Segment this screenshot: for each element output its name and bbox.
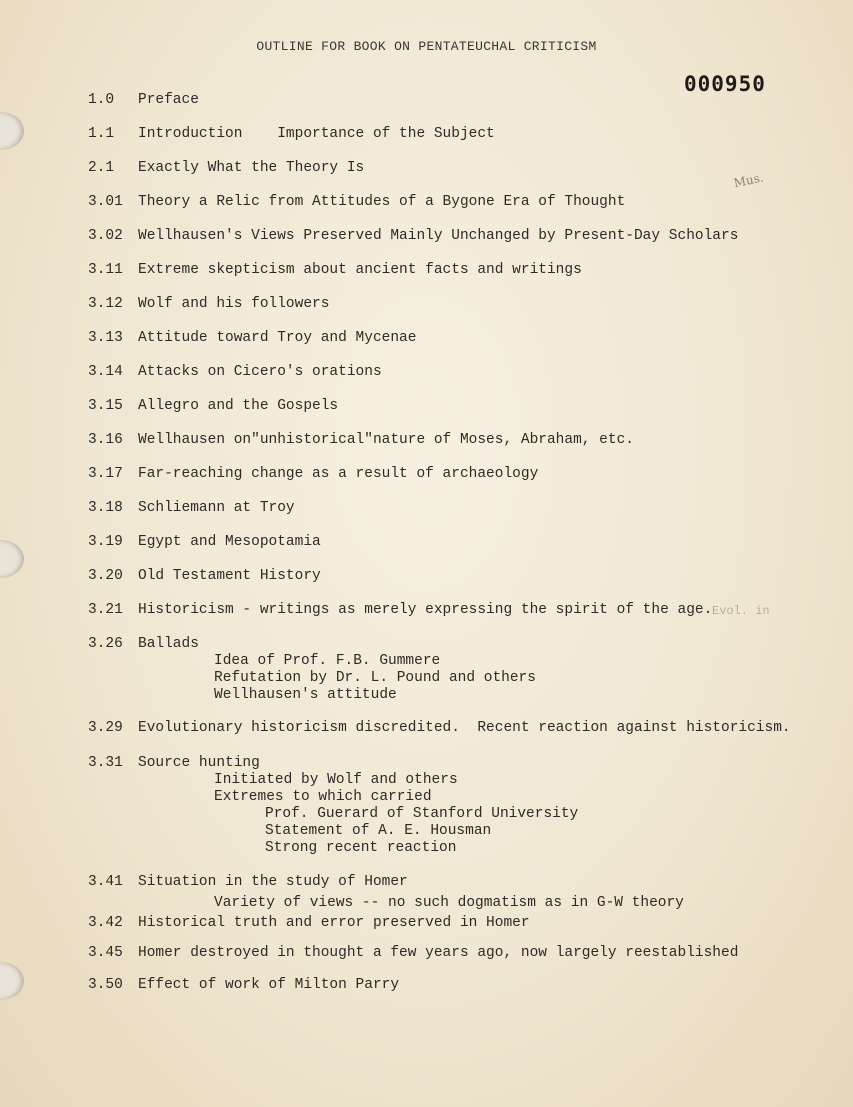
entry-number: 1.0 <box>88 92 115 108</box>
pencil-margin-note: Mus. <box>732 170 765 191</box>
entry-number: 3.01 <box>88 194 123 210</box>
sub-entry: Wellhausen's attitude <box>214 687 397 703</box>
punch-hole <box>0 112 24 150</box>
sub-entry: Idea of Prof. F.B. Gummere <box>214 653 441 669</box>
entry-number: 3.11 <box>88 262 123 278</box>
entry-text: Wolf and his followers <box>138 296 330 312</box>
sub-entry: Extremes to which carried <box>214 789 432 805</box>
entry-number: 1.1 <box>88 126 115 142</box>
sub-entry: Strong recent reaction <box>265 840 457 856</box>
entry-number: 3.12 <box>88 296 123 312</box>
entry-number: 3.18 <box>88 500 123 516</box>
entry-text: Wellhausen on"unhistorical"nature of Moses, Abraham, etc. <box>138 432 634 448</box>
entry-text: Schliemann at Troy <box>138 500 295 516</box>
entry-text: Historical truth and error preserved in Homer <box>138 915 530 931</box>
document-title: OUTLINE FOR BOOK ON PENTATEUCHAL CRITICISM <box>256 39 597 54</box>
entry-text: Ballads <box>138 636 199 652</box>
entry-text: Old Testament History <box>138 568 321 584</box>
entry-number: 3.17 <box>88 466 123 482</box>
entry-number: 3.14 <box>88 364 123 380</box>
entry-text: Extreme skepticism about ancient facts and writings <box>138 262 582 278</box>
entry-number: 3.20 <box>88 568 123 584</box>
entry-text: Theory a Relic from Attitudes of a Bygone Era of Thought <box>138 194 626 210</box>
entry-text: Preface <box>138 92 199 108</box>
entry-text: Evolutionary historicism discredited. Recent reaction against historicism. <box>138 720 791 736</box>
sub-entry: Variety of views -- no such dogmatism as in G-W theory <box>214 895 684 911</box>
entry-number: 3.16 <box>88 432 123 448</box>
document-number: 000950 <box>684 72 766 96</box>
punch-hole <box>0 962 24 1000</box>
entry-number: 3.41 <box>88 874 123 890</box>
entry-text: Far-reaching change as a result of archaeology <box>138 466 539 482</box>
punch-hole <box>0 540 24 578</box>
entry-number: 3.21 <box>88 602 123 618</box>
sub-entry: Refutation by Dr. L. Pound and others <box>214 670 536 686</box>
entry-number: 3.29 <box>88 720 123 736</box>
entry-text: Historicism - writings as merely expressing the spirit of the age. <box>138 602 713 618</box>
sub-entry: Statement of A. E. Housman <box>265 823 492 839</box>
entry-number: 3.26 <box>88 636 123 652</box>
entry-number: 3.19 <box>88 534 123 550</box>
entry-text: Source hunting <box>138 755 260 771</box>
entry-number: 3.45 <box>88 945 123 961</box>
entry-text: Attitude toward Troy and Mycenae <box>138 330 417 346</box>
entry-text: Egypt and Mesopotamia <box>138 534 321 550</box>
entry-text: Homer destroyed in thought a few years ago, now largely reestablished <box>138 945 739 961</box>
entry-text: Effect of work of Milton Parry <box>138 977 400 993</box>
entry-number: 3.13 <box>88 330 123 346</box>
entry-text: Introduction Importance of the Subject <box>138 126 495 142</box>
sub-entry: Prof. Guerard of Stanford University <box>265 806 579 822</box>
faint-annotation: Evol. in <box>712 604 770 618</box>
entry-text: Allegro and the Gospels <box>138 398 339 414</box>
entry-number: 3.50 <box>88 977 123 993</box>
entry-text: Wellhausen's Views Preserved Mainly Unchanged by Present-Day Scholars <box>138 228 739 244</box>
entry-text: Situation in the study of Homer <box>138 874 408 890</box>
sub-entry: Initiated by Wolf and others <box>214 772 458 788</box>
entry-number: 3.42 <box>88 915 123 931</box>
entry-number: 3.15 <box>88 398 123 414</box>
entry-number: 3.02 <box>88 228 123 244</box>
entry-text: Attacks on Cicero's orations <box>138 364 382 380</box>
entry-text: Exactly What the Theory Is <box>138 160 365 176</box>
entry-number: 2.1 <box>88 160 115 176</box>
entry-number: 3.31 <box>88 755 123 771</box>
